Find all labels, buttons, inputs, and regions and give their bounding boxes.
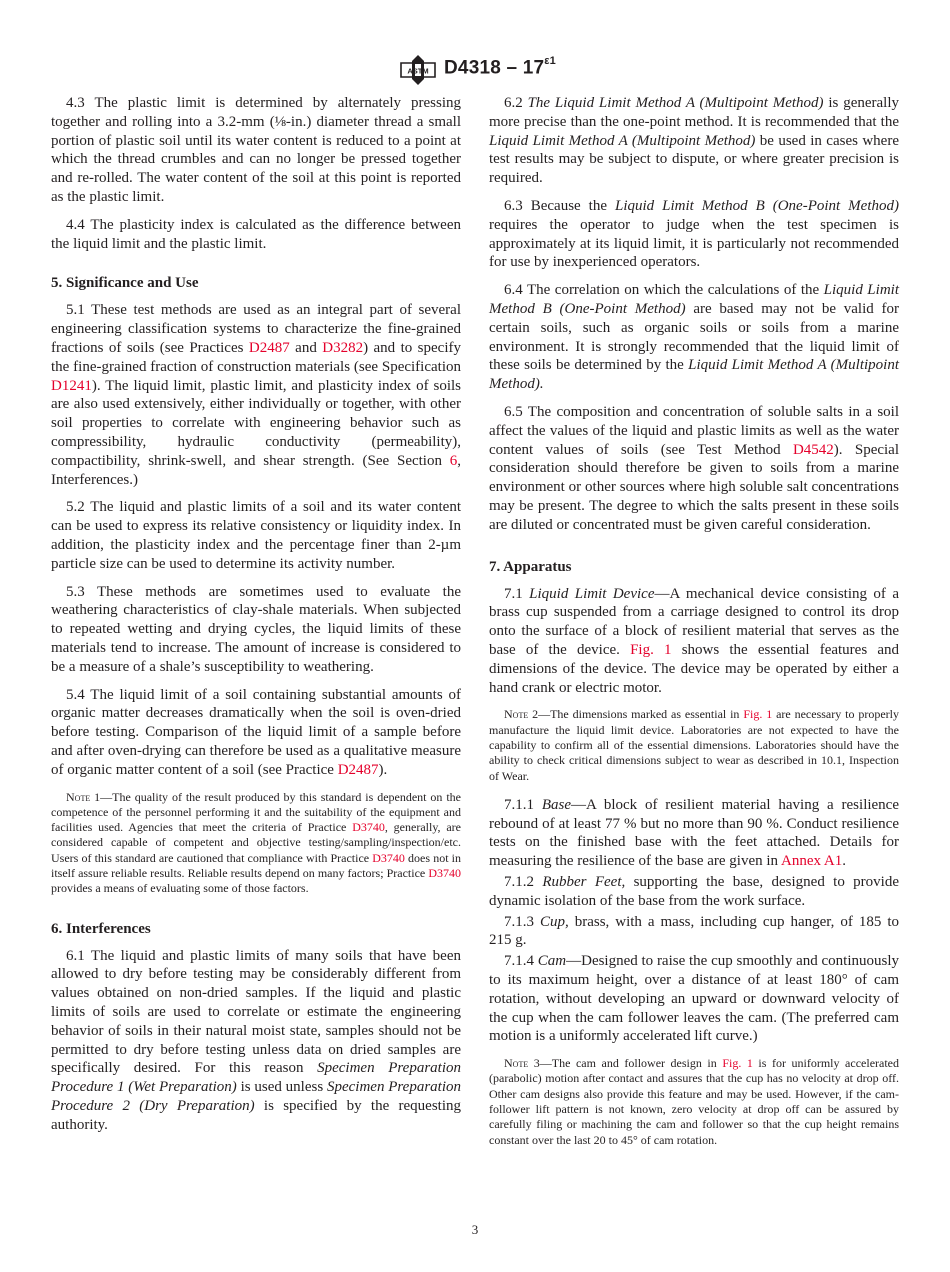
note-label: Note xyxy=(66,789,91,804)
page-header xyxy=(0,54,950,86)
paragraph-6-5: 6.5 The composition and concentration of soluble salts in a soil affect the values of the liquid and plastic limits as well as the water content values of soils (see Test Method D4542). Special consideration should therefore be given to soils from a marine environment or other sources where high soluble salt concentrations may be present. The degree to which the salts present in these soils are diluted or concentrated must be given careful consideration. xyxy=(489,403,899,533)
note-label: Note xyxy=(504,707,529,722)
paragraph-6-1: 6.1 The liquid and plastic limits of many soils that have been allowed to dry before testing may be considerably different from values obtained on non-dried samples. If the liquid and plastic limits of soils are used to correlate or estimate the engineering behavior of soils in their natural moist state, samples should not be permitted to dry before testing unless data on dried samples are specifically desired. For this reason Specimen Preparation Procedure 1 (Wet Preparation) is used unless Specimen Preparation Procedure 2 (Dry Preparation) is specified by the requesting authority. xyxy=(51,947,462,1133)
paragraph-7-1: 7.1 Liquid Limit Device—A mechanical device consisting of a brass cup suspended from a carriage designed to control its drop onto the surface of a block of resilient material that serves as the base of the device. Fig. 1 shows the essential features and dimensions of the device. The device may be operated by either a hand crank or electric motor. xyxy=(489,585,899,696)
link-d3740[interactable]: D3740 xyxy=(428,865,461,880)
link-d3740[interactable]: D3740 xyxy=(352,820,385,835)
note-1: Note 1—The quality of the result produced by this standard is dependent on the competence of the personnel performing it and the suitability of the equipment and facilities used. Agencies that meet the criteria of Practice D3740, generally, are considered capable of competent and objective testing/sampling/inspection/etc. Users of this standard are cautioned that compliance with Practice D3740 does not in itself assure reliable results. Reliable results depend on many factors; Practice D3740 provides a means of evaluating some of those factors. xyxy=(51,789,461,896)
astm-logo-text: ASTM xyxy=(407,66,429,76)
paragraph-7-1-1: 7.1.1 Base—A block of resilient material having a resilience rebound of at least 77 % but no more than 90 %. Conduct resilience tests on the finished base with the feet attached. Details for measuring the resilience of the base are given in Annex A1. xyxy=(489,796,899,870)
standard-designation xyxy=(444,57,556,79)
right-column xyxy=(489,94,899,1160)
link-fig-1[interactable]: Fig. 1 xyxy=(630,641,672,658)
paragraph-6-4: 6.4 The correlation on which the calculations of the Liquid Limit Method B (One-Point Method) are based may not be valid for certain soils, such as organic soils or soils from a marine environment. It is strongly recommended that the liquid limit of these soils be determined by the Liquid Limit Method A (Multipoint Method). xyxy=(489,282,899,393)
paragraph-5-1: 5.1 These test methods are used as an integral part of several engineering classification systems to characterize the fine-grained fractions of soils (see Practices D2487 and D3282) and to specify the fine-grained fraction of construction materials (see Specification D1241). The liquid limit, plastic limit, and plasticity index of soils are also used extensively, either individually or together, with other soil properties to correlate with engineering behavior such as compressibility, hydraulic conductivity (permeability), compactibility, shrink-swell, and shear strength. (See Section 6, Interferences.) xyxy=(51,302,461,488)
paragraph-5-3: 5.3 These methods are sometimes used to evaluate the weathering characteristics of clay-shale materials. When subjected to repeated wetting and drying cycles, the liquid limits of these materials tend to increase. The amount of increase is considered to be a measure of a shale’s susceptibility to weathering. xyxy=(51,583,461,675)
paragraph-7-1-3: 7.1.3 Cup, brass, with a mass, including cup hanger, of 185 to 215 g. xyxy=(489,913,900,949)
paragraph-6-3: 6.3 Because the Liquid Limit Method B (One-Point Method) requires the operator to judge when the test specimen is approximately at its liquid limit, it is particularly not recommended for use by inexperienced operators. xyxy=(489,197,899,271)
paragraph-5-2: 5.2 The liquid and plastic limits of a soil and its water content can be used to express its relative consistency or liquidity index. In addition, the plasticity index and the percentage finer than 2-µm particle size can be used to determine its activity number. xyxy=(51,499,461,572)
note-label: Note xyxy=(504,1056,529,1071)
note-3: Note 3—The cam and follower design in Fig. 1 is for uniformly accelerated (parabolic) motion after contact and assures that the cup has no velocity at drop off. Other cam designs also provide this feature and may be used. However, if the cam-follower lift pattern is not known, zero velocity at drop off can be assured by carefully filing or machining the cam and follower so that the cup height remains constant over the last 20 to 45° of cam rotation. xyxy=(489,1056,900,1147)
link-d2487[interactable]: D2487 xyxy=(337,761,379,778)
link-fig-1[interactable]: Fig. 1 xyxy=(743,707,773,722)
epsilon-superscript: ε1 xyxy=(544,55,556,67)
section-5-heading: 5. Significance and Use xyxy=(51,275,199,292)
link-section-6[interactable]: 6 xyxy=(449,452,458,469)
section-7-heading: 7. Apparatus xyxy=(489,558,572,575)
section-6-heading: 6. Interferences xyxy=(51,920,151,937)
designation-text: D4318 – 17 xyxy=(444,57,545,79)
link-d3740[interactable]: D3740 xyxy=(372,850,405,865)
note-2: Note 2—The dimensions marked as essential in Fig. 1 are necessary to properly manufacture the liquid limit device. Laboratories are not expected to have the capability to confirm all of the essential dimensions. Laboratories should have the ability to check critical dimensions subject to wear as described in 10.1, Inspection of Wear. xyxy=(489,707,899,783)
paragraph-6-2: 6.2 The Liquid Limit Method A (Multipoint Method) is generally more precise than the one-point method. It is recommended that the Liquid Limit Method A (Multipoint Method) be used in cases where test results may be subject to dispute, or where greater precision is required. xyxy=(489,95,900,187)
paragraph-7-1-4: 7.1.4 Cam—Designed to raise the cup smoothly and continuously to its maximum height, over a distance of at least 180° of cam rotation, without developing an upward or downward velocity of the cup when the cam follower leaves the cam. (The preferred cam motion is a uniformly accelerated lift curve.) xyxy=(489,953,900,1045)
link-d2487[interactable]: D2487 xyxy=(248,339,290,356)
link-d3282[interactable]: D3282 xyxy=(322,339,364,356)
paragraph-4-4: 4.4 The plasticity index is calculated as the difference between the liquid limit and the plastic limit. xyxy=(51,216,461,252)
link-d1241[interactable]: D1241 xyxy=(51,377,92,394)
paragraph-7-1-2: 7.1.2 Rubber Feet, supporting the base, designed to provide dynamic isolation of the base from the work surface. xyxy=(489,873,899,909)
link-d4542[interactable]: D4542 xyxy=(792,441,834,458)
astm-logo-icon xyxy=(398,54,438,86)
paragraph-5-4: 5.4 The liquid limit of a soil containing substantial amounts of organic matter decreases dramatically when the soil is oven-dried before testing. Comparison of the liquid limit of a sample before and after oven-drying can therefore be used as a qualitative measure of organic matter content of a soil (see Practice D2487). xyxy=(51,686,461,778)
link-annex-a1[interactable]: Annex A1 xyxy=(780,853,843,870)
link-fig-1[interactable]: Fig. 1 xyxy=(722,1056,753,1071)
page-number: 3 xyxy=(471,1222,479,1237)
paragraph-4-3: 4.3 The plastic limit is determined by alternately pressing together and rolling into a 3.2-mm (⅛-in.) diameter thread a small portion of plastic soil until its water content is reduced to a point at which the thread crumbles and can no longer be pressed together and re-rolled. The water content of the soil at this point is reported as the plastic limit. xyxy=(51,95,461,205)
left-column xyxy=(51,94,461,1144)
